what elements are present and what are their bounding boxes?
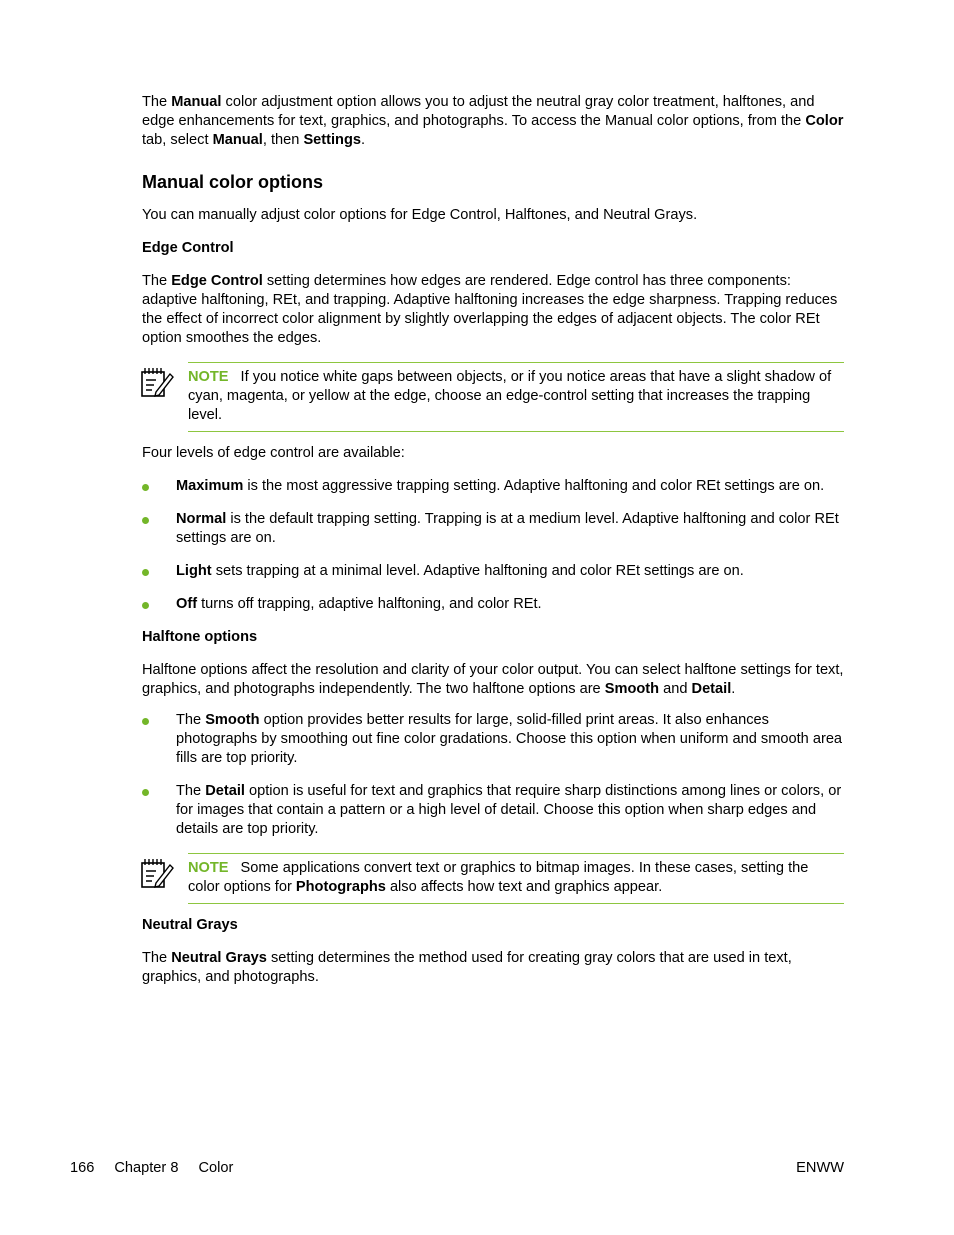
footer-left (70, 1159, 844, 1178)
list-item: Normal is the default trapping setting. Trapping is at a medium level. Adaptive halftoning and color REt settings are on. (142, 510, 844, 548)
edge-levels-intro: Four levels of edge control are available: (142, 445, 405, 461)
page-number: 166 (70, 1160, 95, 1176)
note-label: NOTE (188, 860, 229, 876)
list-item: The Smooth option provides better results for large, solid-filled print areas. It also enhances photographs by smoothing out fine color gradations. Choose this option when uniform and smooth area fills are top priority. (142, 711, 844, 768)
note-box-trapping (142, 362, 844, 432)
bullet-dot-icon (142, 484, 149, 491)
halftone-paragraph: Halftone options affect the resolution and clarity of your color output. You can select halftone settings for text, graphics, and photographs independently. The two halftone options are Smooth and Detail. (142, 662, 844, 697)
list-item: Light sets trapping at a minimal level. Adaptive halftoning and color REt settings are on. (142, 562, 844, 581)
page-content (142, 93, 844, 1001)
footer-section: Color (198, 1160, 234, 1176)
manual-color-options-heading: Manual color options (142, 172, 324, 192)
note-label: NOTE (188, 369, 229, 385)
neutral-grays-paragraph: The Neutral Grays setting determines the method used for creating gray colors that are used in text, graphics, and photographs. (142, 950, 792, 985)
bullet-dot-icon (142, 569, 149, 576)
bullet-dot-icon (142, 789, 149, 796)
intro-paragraph: The Manual color adjustment option allows you to adjust the neutral gray color treatment, halftones, and edge enhancements for text, graphics, and photographs. To access the Manual color options, from the Color tab, select Manual, then Settings. (142, 94, 844, 148)
halftone-options-list (142, 711, 844, 839)
note-text: If you notice white gaps between objects, or if you notice areas that have a slight shadow of cyan, magenta, or yellow at the edge, choose an edge-control setting that increases the trapping level. (188, 369, 832, 423)
note-content (188, 362, 844, 432)
neutral-grays-heading: Neutral Grays (142, 917, 238, 933)
bullet-dot-icon (142, 718, 149, 725)
bullet-dot-icon (142, 602, 149, 609)
manual-options-paragraph: You can manually adjust color options for Edge Control, Halftones, and Neutral Grays. (142, 207, 698, 223)
footer-chapter: Chapter 8 (114, 1160, 179, 1176)
halftone-options-heading: Halftone options (142, 629, 258, 645)
note-box-photographs (142, 853, 844, 904)
edge-levels-list (142, 477, 844, 614)
note-content: NOTE Some applications convert text or graphics to bitmap images. In these cases, setting the color options for Photographs also affects how text and graphics appear. (188, 853, 844, 904)
list-item: The Detail option is useful for text and graphics that require sharp distinctions among lines or colors, or for images that contain a pattern or a high level of detail. Choose this option when sharp edges and details are top priority. (142, 782, 844, 839)
footer-right: ENWW (796, 1160, 844, 1176)
bullet-dot-icon (142, 517, 149, 524)
edge-control-heading: Edge Control (142, 240, 234, 256)
list-item: Maximum is the most aggressive trapping setting. Adaptive halftoning and color REt settings are on. (142, 477, 844, 496)
note-pad-icon (140, 857, 174, 889)
edge-control-paragraph: The Edge Control setting determines how edges are rendered. Edge control has three components: adaptive halftoning, REt, and trapping. Adaptive halftoning increases the edge sharpness. Trapping reduces the effect of incorrect color alignment by slightly overlapping the edges of adjacent objects. The color REt option smoothes the edges. (142, 273, 838, 346)
page-footer (70, 1159, 844, 1179)
list-item: Off turns off trapping, adaptive halftoning, and color REt. (142, 595, 844, 614)
note-pad-icon (140, 366, 174, 398)
